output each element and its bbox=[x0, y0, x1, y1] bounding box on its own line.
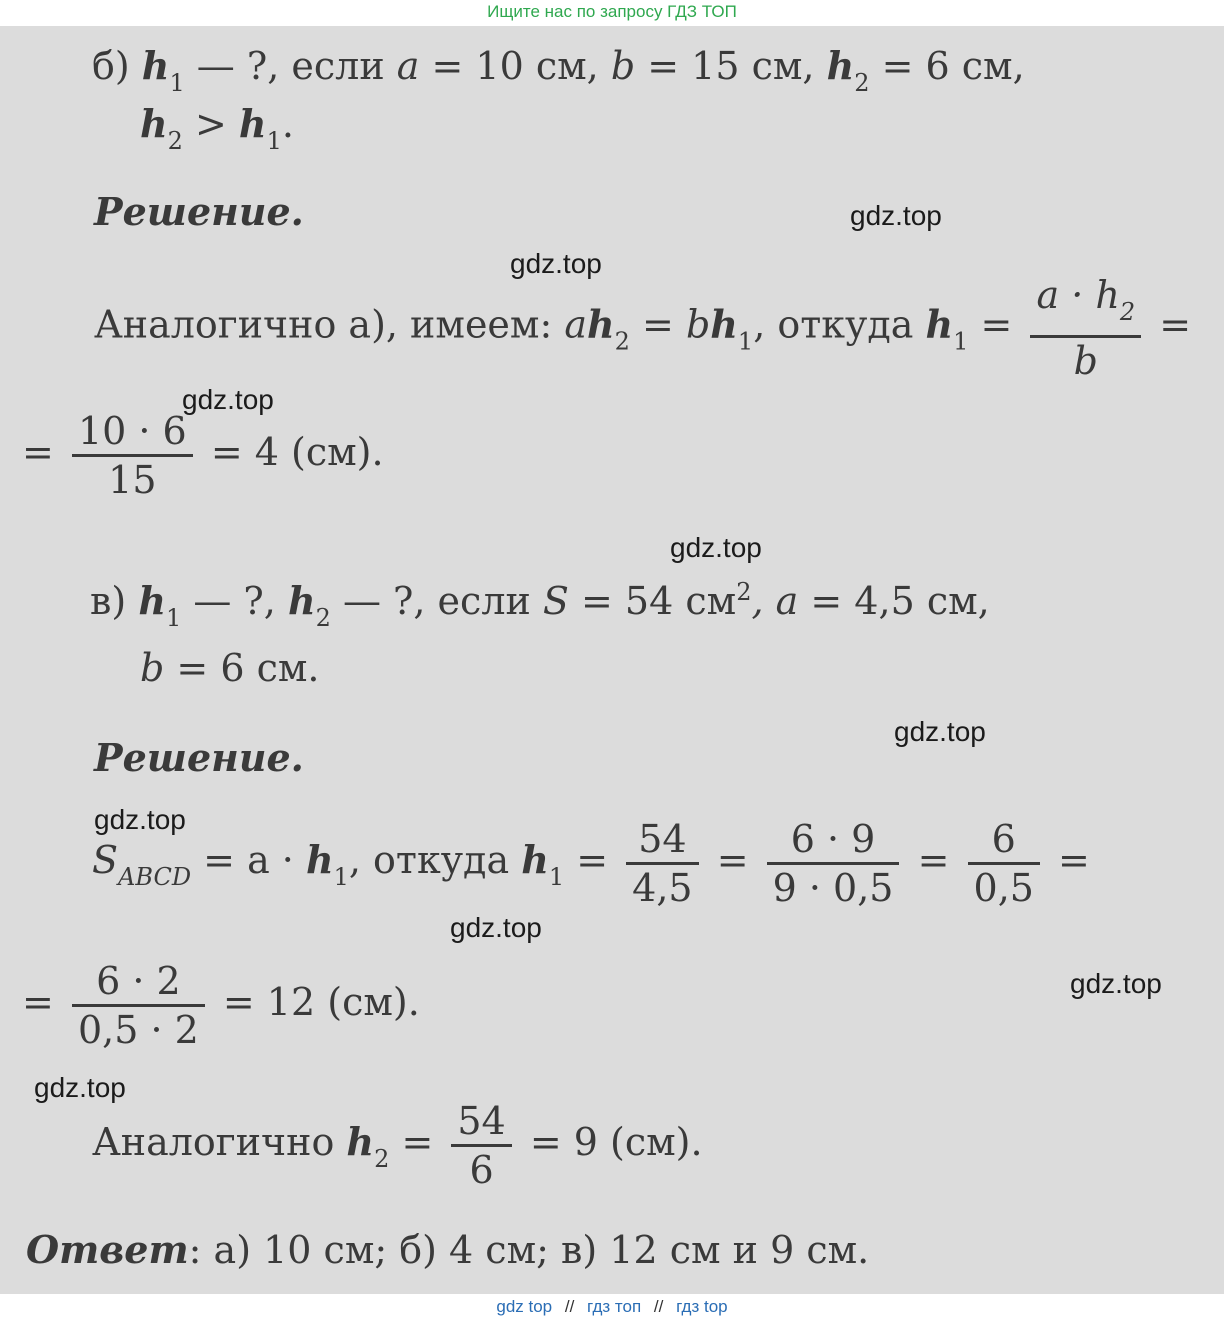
var-a: a bbox=[396, 44, 420, 88]
text: = bbox=[917, 838, 950, 882]
var-h: h bbox=[925, 301, 954, 347]
fraction-numerator: 54 bbox=[626, 816, 698, 865]
text: , откуда bbox=[753, 302, 926, 347]
text: = 54 см bbox=[568, 579, 737, 623]
var-s: S bbox=[542, 579, 569, 623]
text: = bbox=[1159, 302, 1192, 347]
watermark: gdz.top bbox=[670, 532, 762, 563]
fraction bbox=[968, 816, 1040, 911]
var-b: b bbox=[610, 44, 636, 88]
superscript: 2 bbox=[736, 578, 752, 606]
footer-separator: // bbox=[564, 1297, 575, 1316]
fraction-denominator: 0,5 bbox=[973, 866, 1034, 910]
fraction-numerator: 6 · 9 bbox=[767, 816, 900, 865]
watermark: gdz.top bbox=[510, 248, 602, 279]
fraction-denominator: 4,5 bbox=[632, 866, 693, 910]
fraction bbox=[626, 816, 698, 911]
part-c-solution bbox=[92, 816, 1090, 911]
subscript: 2 bbox=[167, 127, 183, 155]
subscript: 2 bbox=[854, 69, 870, 97]
watermark: gdz.top bbox=[850, 200, 942, 231]
text: = 4,5 см, bbox=[798, 579, 990, 623]
var-b: b bbox=[140, 646, 165, 690]
subscript: 1 bbox=[548, 863, 565, 891]
fraction bbox=[1030, 272, 1141, 384]
footer-separator: // bbox=[653, 1297, 664, 1316]
text: = bbox=[980, 302, 1013, 347]
answer bbox=[26, 1228, 869, 1272]
text: = bbox=[22, 430, 54, 474]
part-b-label: б) bbox=[92, 44, 130, 88]
answer-label: Ответ bbox=[26, 1227, 189, 1272]
fraction-numerator: 10 · 6 bbox=[72, 408, 193, 457]
var-h: h bbox=[521, 837, 549, 882]
part-b-result bbox=[22, 408, 384, 503]
fraction-denominator: 9 · 0,5 bbox=[772, 866, 894, 910]
text: = 9 (см). bbox=[529, 1120, 703, 1164]
textbook-page bbox=[0, 26, 1224, 1294]
var-h: h bbox=[141, 43, 170, 88]
text: = bbox=[716, 838, 749, 882]
text: = 15 см, bbox=[635, 44, 827, 88]
fraction bbox=[451, 1098, 511, 1193]
text: , откуда bbox=[348, 838, 522, 882]
fraction-numerator: 54 bbox=[451, 1098, 511, 1147]
var-h: h bbox=[140, 101, 168, 146]
watermark: gdz.top bbox=[94, 804, 186, 835]
text: . bbox=[281, 102, 294, 146]
text: = 4 (см). bbox=[210, 430, 384, 474]
part-c-h2 bbox=[92, 1098, 703, 1193]
var-h: h bbox=[587, 301, 615, 347]
answer-text: : а) 10 см; б) 4 см; в) 12 см и 9 см. bbox=[188, 1228, 870, 1272]
subscript: 1 bbox=[165, 604, 182, 632]
text: — ?, если bbox=[330, 579, 543, 623]
watermark: gdz.top bbox=[1070, 968, 1162, 999]
fraction-numerator: 6 · 2 bbox=[72, 958, 205, 1007]
part-c-label: в) bbox=[90, 579, 127, 623]
subscript: 2 bbox=[1119, 298, 1136, 326]
fraction bbox=[72, 408, 193, 503]
text: = bbox=[576, 838, 609, 882]
subscript: 2 bbox=[374, 1145, 390, 1173]
subscript: 1 bbox=[953, 327, 969, 356]
var-a: a bbox=[564, 302, 588, 347]
var-h: h bbox=[346, 1119, 375, 1164]
text: = bbox=[22, 980, 54, 1024]
fraction-denominator: b bbox=[1073, 339, 1098, 383]
fraction-denominator: 15 bbox=[108, 458, 157, 502]
footer-link-gdz-top[interactable]: gdz top bbox=[496, 1297, 553, 1316]
var-h: h bbox=[710, 301, 738, 347]
part-c-condition bbox=[90, 570, 990, 640]
text: = a · bbox=[191, 838, 306, 882]
text: = 10 см, bbox=[419, 44, 611, 88]
solution-heading: Решение. bbox=[94, 735, 304, 780]
text: Аналогично а), имеем: bbox=[94, 302, 565, 347]
watermark: gdz.top bbox=[450, 912, 542, 943]
text: = 6 см. bbox=[164, 646, 320, 690]
text: — ?, bbox=[181, 579, 288, 623]
watermark: gdz.top bbox=[182, 384, 274, 415]
subscript: 1 bbox=[737, 327, 754, 356]
part-c-condition-cont bbox=[140, 646, 320, 690]
text: = 12 (см). bbox=[222, 980, 420, 1024]
var-a: , a bbox=[751, 579, 799, 623]
text: > bbox=[182, 102, 239, 146]
part-b-solution bbox=[94, 272, 1191, 384]
var-h: h bbox=[238, 101, 267, 146]
footer-links bbox=[0, 1294, 1224, 1321]
part-b-condition-cont bbox=[140, 102, 294, 163]
text: Аналогично bbox=[92, 1120, 347, 1164]
subscript: 1 bbox=[169, 69, 185, 97]
subscript: 1 bbox=[266, 127, 282, 155]
watermark: gdz.top bbox=[894, 716, 986, 747]
var-h: h bbox=[305, 837, 334, 882]
text: = bbox=[1058, 838, 1090, 882]
subscript: 1 bbox=[333, 863, 349, 891]
var-h: h bbox=[138, 578, 166, 623]
fraction bbox=[767, 816, 900, 911]
solution-heading: Решение. bbox=[94, 189, 304, 234]
fraction-numerator: a · h bbox=[1036, 273, 1120, 317]
var-s: S bbox=[92, 838, 119, 882]
fraction-numerator: 6 bbox=[968, 816, 1040, 865]
part-b-condition bbox=[92, 44, 1025, 105]
var-b: b bbox=[685, 302, 711, 347]
subscript: 2 bbox=[315, 604, 331, 632]
subscript: ABCD bbox=[118, 863, 192, 891]
footer-link-gdz-top-mixed[interactable]: гдз top bbox=[676, 1297, 728, 1316]
var-h: h bbox=[287, 578, 316, 623]
text: = 6 см, bbox=[869, 44, 1025, 88]
watermark: gdz.top bbox=[34, 1072, 126, 1103]
fraction-denominator: 0,5 · 2 bbox=[77, 1008, 199, 1052]
fraction bbox=[72, 958, 205, 1053]
footer-link-gdz-top-ru[interactable]: гдз топ bbox=[587, 1297, 642, 1316]
fraction-denominator: 6 bbox=[469, 1148, 494, 1192]
var-h: h bbox=[826, 43, 855, 88]
text: — ?, если bbox=[184, 44, 397, 88]
part-c-result bbox=[22, 958, 420, 1053]
text: = bbox=[401, 1120, 434, 1164]
promo-banner[interactable]: Ищите нас по запросу ГДЗ ТОП bbox=[487, 2, 737, 21]
text: = bbox=[629, 302, 686, 347]
subscript: 2 bbox=[614, 327, 630, 356]
